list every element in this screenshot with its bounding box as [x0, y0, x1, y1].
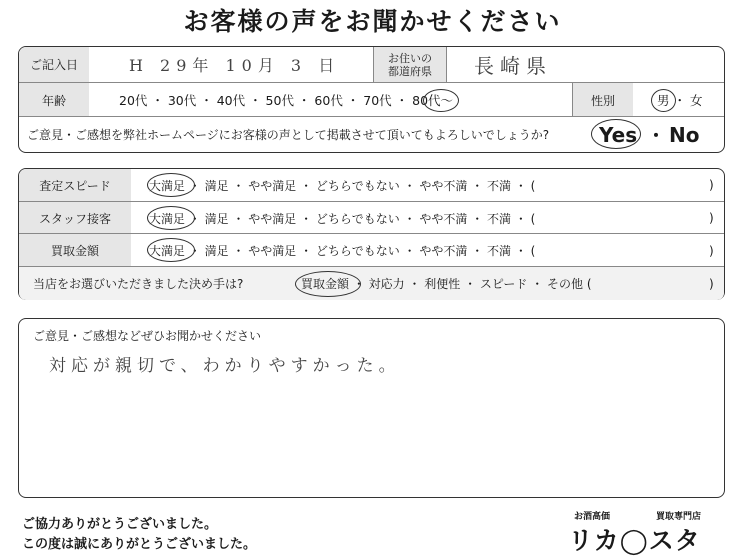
rating-row-price — [19, 233, 724, 267]
age-row — [19, 82, 724, 117]
gender-options: 男 ・ 女 — [657, 93, 703, 108]
rating-scale-staff: 大満足 ・ 満足 ・ やや満足 ・ どちらでもない ・ やや不満 ・ 不満 ・ ( — [149, 211, 536, 226]
decision-close: ) — [709, 276, 714, 291]
rating-close-speed: ) — [709, 178, 714, 192]
brand-logo — [568, 507, 718, 555]
rating-label-staff: スタッフ接客 — [19, 202, 131, 234]
decision-options: 買取金額 ・ 対応力 ・ 利便性 ・ スピード ・ その他 ( — [301, 277, 592, 291]
residence-value: 長崎県 — [474, 54, 552, 78]
rating-close-staff: ) — [709, 211, 714, 225]
customer-info-box — [18, 46, 725, 153]
rating-scale-price: 大満足 ・ 満足 ・ やや満足 ・ どちらでもない ・ やや不満 ・ 不満 ・ ( — [149, 244, 536, 258]
footer-thanks-1: ご協力ありがとうございました。 — [22, 517, 218, 532]
consent-question: ご意見・ご感想を弊社ホームページにお客様の声として掲載させて頂いてもよろしいでしょうか? — [27, 128, 550, 142]
age-options: 20代 ・ 30代 ・ 40代 ・ 50代 ・ 60代 ・ 70代 ・ 80代～ — [119, 93, 454, 108]
consent-row — [19, 116, 724, 152]
consent-separator: ・ — [647, 125, 665, 147]
consent-yes: Yes — [599, 122, 638, 147]
residence-label-line1: お住いの — [388, 51, 432, 65]
ratings-box — [18, 168, 725, 300]
rating-scale-speed: 大満足 ・ 満足 ・ やや満足 ・ どちらでもない ・ やや不満 ・ 不満 ・ ( — [149, 178, 536, 193]
rating-close-price: ) — [709, 243, 714, 258]
residence-label-line2: 都道府県 — [388, 64, 432, 78]
decision-circle — [295, 271, 361, 297]
residence-label — [373, 47, 447, 82]
age-70-circle — [423, 89, 459, 112]
age-label: 年齢 — [19, 83, 89, 117]
logo-text: リカ◯スタ — [568, 526, 701, 555]
consent-yes-circle — [591, 119, 641, 149]
consent-no: No — [669, 122, 700, 147]
date-label: ご記入日 — [19, 47, 89, 82]
rating-circle-speed — [147, 173, 195, 197]
gender-label: 性別 — [572, 83, 633, 117]
rating-label-price: 買取金額 — [19, 234, 131, 267]
date-value: H 29年 10月 3 日 — [129, 56, 341, 75]
date-row — [19, 47, 724, 82]
rating-label-speed: 査定スピード — [19, 169, 131, 201]
page-title: お客様の声をお聞かせください — [183, 7, 562, 36]
rating-circle-staff — [147, 206, 195, 230]
rating-circle-price — [147, 238, 195, 262]
gender-male-circle — [651, 89, 676, 112]
comments-label: ご意見・ご感想などぜひお聞かせください — [33, 329, 262, 343]
comments-text: 対応が親切で、わかりやすかった。 — [49, 356, 401, 376]
logo-small-left: お酒高価 — [574, 512, 611, 522]
footer-thanks-2: この度は誠にありがとうございました。 — [22, 537, 257, 552]
decision-question: 当店をお選びいただきました決め手は? — [33, 277, 244, 291]
logo-small-right: 買取専門店 — [656, 512, 702, 522]
decision-row — [19, 266, 724, 300]
rating-row-speed — [19, 169, 724, 201]
rating-row-staff — [19, 201, 724, 234]
comments-box — [18, 318, 725, 498]
